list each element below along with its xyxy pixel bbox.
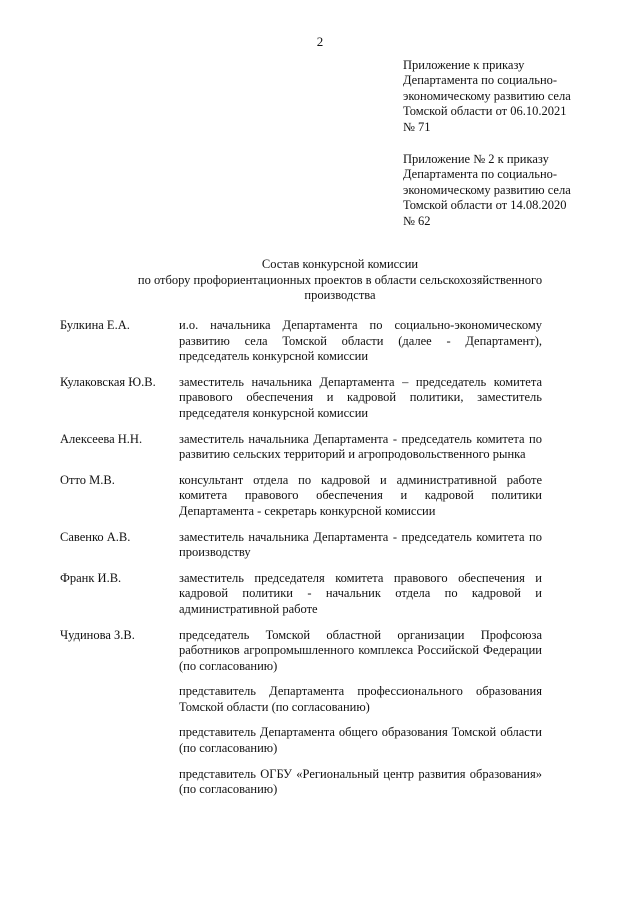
title-line: производства — [304, 288, 376, 302]
member-name: Франк И.В. — [60, 570, 122, 585]
commission-member — [60, 571, 542, 618]
member-name: Алексеева Н.Н. — [60, 431, 143, 446]
member-name: Чудинова З.В. — [60, 627, 135, 642]
appendix-note-current — [403, 58, 603, 135]
member-role: заместитель начальника Департамента - председатель комитета по развитию сельских территорий и агропродовольственного рынка — [179, 431, 542, 462]
page-number: 2 — [316, 34, 324, 49]
commission-member — [60, 318, 542, 365]
member-name: Отто М.В. — [60, 472, 115, 487]
appendix-note-line: экономическому развитию села — [403, 88, 571, 103]
member-role: представитель Департамента профессионального образования Томской области (по согласованию) — [179, 684, 542, 714]
member-role: заместитель начальника Департамента – председатель комитета правового обеспечения и кадровой политики, заместитель председателя конкурсной комиссии — [179, 374, 542, 420]
member-roles — [179, 375, 542, 422]
member-name: Кулаковская Ю.В. — [60, 374, 156, 389]
member-roles — [179, 432, 542, 463]
appendix-note-line: № 62 — [403, 213, 431, 228]
member-roles — [179, 473, 542, 520]
appendix-note-line: Приложение к приказу — [403, 58, 525, 72]
commission-members-list — [60, 318, 542, 808]
appendix-note-line: Департамента по социально- — [403, 73, 558, 88]
title-line: по отбору профориентационных проектов в области сельскохозяйственного — [137, 272, 543, 287]
appendix-note-original — [403, 152, 603, 229]
appendix-note-line: № 71 — [403, 119, 431, 134]
appendix-note-line: Приложение № 2 к приказу — [403, 152, 549, 166]
document-title — [60, 257, 620, 304]
commission-member — [60, 530, 542, 561]
commission-member — [60, 432, 542, 463]
member-role: председатель Томской областной организации Профсоюза работников агропромышленного комплекса Российской Федерации (по согласованию) — [179, 627, 542, 673]
member-role: представитель ОГБУ «Региональный центр развития образования» (по согласованию) — [179, 766, 542, 797]
member-name: Савенко А.В. — [60, 529, 131, 544]
commission-member — [60, 628, 542, 798]
member-role: заместитель председателя комитета правового обеспечения и кадровой политики - начальник отдела по кадровой и административной работе — [179, 570, 542, 616]
member-roles — [179, 318, 542, 365]
member-role: консультант отдела по кадровой и административной работе комитета правового обеспечения и кадровой политики Департамента - секретарь конкурсной комиссии — [179, 472, 542, 518]
appendix-note-line: экономическому развитию села — [403, 182, 571, 197]
member-roles — [179, 571, 542, 618]
member-role: заместитель начальника Департамента - председатель комитета по производству — [179, 529, 542, 560]
member-name: Булкина Е.А. — [60, 318, 130, 332]
member-role: представитель Департамента общего образования Томской области (по согласованию) — [179, 725, 542, 756]
appendix-note-line: Томской области от 06.10.2021 — [403, 104, 567, 119]
appendix-note-line: Томской области от 14.08.2020 — [403, 198, 567, 213]
title-line: Состав конкурсной комиссии — [261, 257, 419, 271]
commission-member — [60, 375, 542, 422]
member-role: и.о. начальника Департамента по социально-экономическому развитию села Томской области (далее - Департамент), председатель конкурсной комиссии — [179, 318, 542, 364]
member-roles — [179, 530, 542, 561]
commission-member — [60, 473, 542, 520]
member-roles — [179, 628, 542, 798]
appendix-note-line: Департамента по социально- — [403, 167, 558, 182]
